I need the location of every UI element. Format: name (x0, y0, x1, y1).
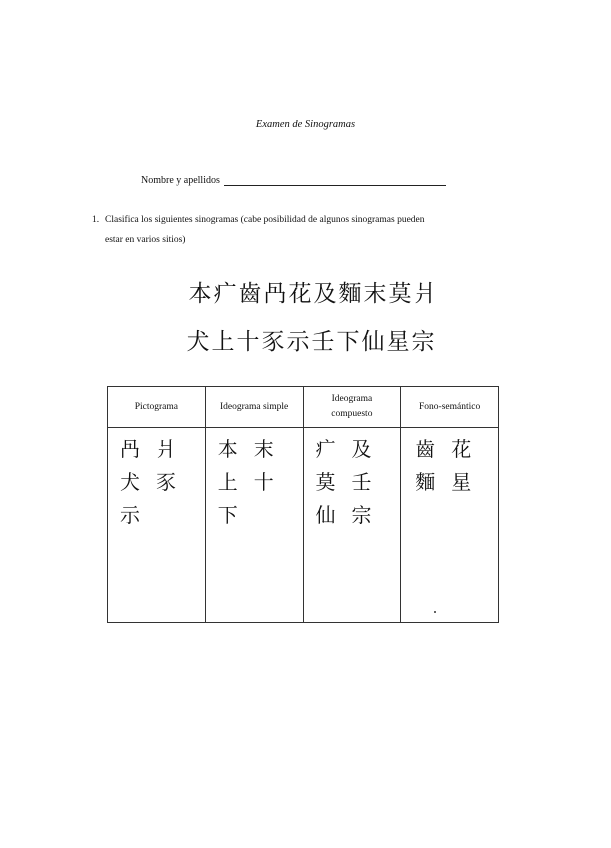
question-number: 1. (92, 215, 100, 225)
char (156, 500, 192, 531)
cell-fono-semantico[interactable] (401, 428, 499, 623)
question-1 (92, 210, 512, 250)
header-ideograma-compuesto (303, 387, 401, 428)
question-text-line2: estar en varios sitios) (105, 235, 186, 245)
stray-mark (434, 611, 436, 613)
character-list-row-1: 本疒齒冎花及麵末莫爿 (188, 281, 439, 307)
cell-ideograma-simple[interactable] (205, 428, 303, 623)
char: 示 (120, 503, 140, 527)
header-compuesto-line2: compuesto (331, 409, 373, 419)
header-compuesto-line1: Ideograma (331, 394, 373, 404)
name-field-row (141, 175, 446, 186)
question-text-line1: Clasifica los siguientes sinogramas (cabe posibilidad de algunos sinogramas pueden (105, 215, 425, 225)
ideograma-simple-chars (206, 428, 303, 531)
char: 宗 (351, 503, 372, 527)
char: 仙 (315, 503, 336, 527)
header-ideograma-simple: Ideograma simple (205, 387, 303, 428)
char: 上 (217, 470, 238, 494)
char: 下 (217, 503, 238, 527)
char: 壬 (351, 470, 372, 494)
ideograma-compuesto-chars (304, 428, 401, 531)
exam-title: Examen de Sinogramas (255, 119, 356, 130)
char: 齒 (415, 437, 436, 461)
char: 麵 (415, 470, 436, 494)
char: 星 (451, 470, 472, 494)
char: 花 (451, 437, 472, 461)
header-fono-semantico: Fono-semántico (401, 387, 499, 428)
char: 冎 (120, 437, 140, 461)
char: 末 (253, 437, 274, 461)
char: 豕 (156, 470, 176, 494)
char: 爿 (156, 437, 176, 461)
name-blank-line[interactable] (224, 175, 446, 186)
name-label: Nombre y apellidos (141, 175, 220, 186)
pictograma-chars (108, 428, 205, 531)
char (254, 500, 290, 531)
char: 犬 (120, 470, 140, 494)
cell-pictograma[interactable] (108, 428, 206, 623)
header-pictograma: Pictograma (108, 387, 206, 428)
classification-table (107, 386, 499, 623)
char: 及 (351, 437, 372, 461)
char: 十 (253, 470, 274, 494)
character-list-row-2: 犬上十豕示壬下仙星宗 (186, 329, 437, 355)
fono-semantico-chars (401, 428, 498, 498)
char: 疒 (315, 437, 336, 461)
char: 本 (217, 437, 238, 461)
char: 莫 (315, 470, 336, 494)
cell-ideograma-compuesto[interactable] (303, 428, 401, 623)
